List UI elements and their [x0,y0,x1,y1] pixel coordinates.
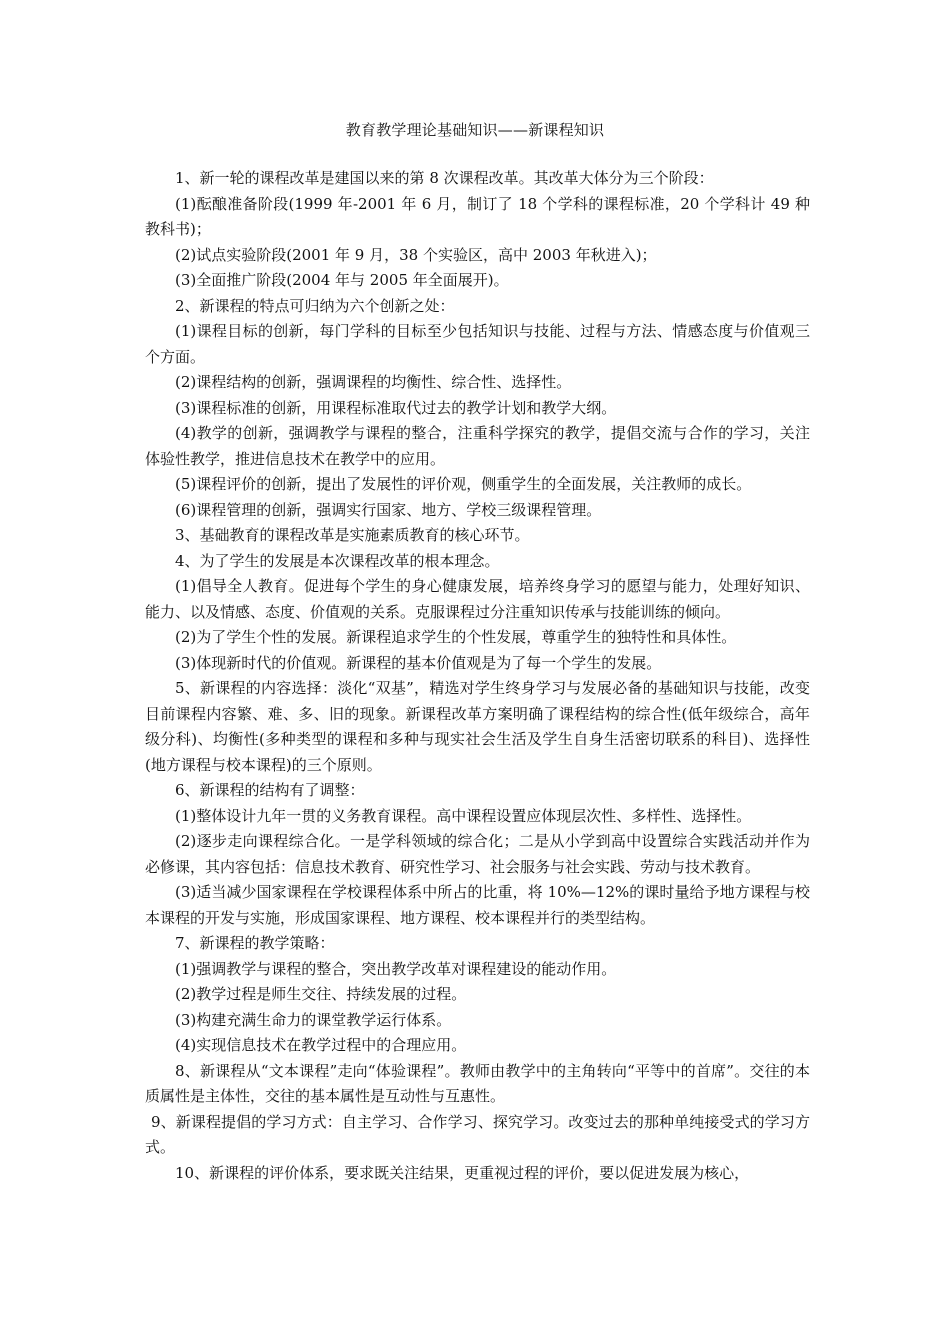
paragraph: 1、新一轮的课程改革是建国以来的第 8 次课程改革。其改革大体分为三个阶段： [175,169,714,187]
paragraph: (6)课程管理的创新，强调实行国家、地方、学校三级课程管理。 [175,500,602,519]
paragraph: 9、新课程提倡的学习方式：自主学习、合作学习、探究学习。改变过去的那种单纯接受式的学习方式。 [145,1112,810,1156]
paragraph: (2)逐步走向课程综合化。一是学科领域的综合化；二是从小学到高中设置综合实践活动并作为必修课，其内容包括：信息技术教育、研究性学习、社会服务与社会实践、劳动与技术教育。 [145,832,810,876]
paragraph: 2、新课程的特点可归纳为六个创新之处： [175,296,455,315]
paragraph: 6、新课程的结构有了调整： [175,781,365,799]
paragraph: (3)适当减少国家课程在学校课程体系中所占的比重，将 10%—12%的课时量给予地方课程与校本课程的开发与实施，形成国家课程、地方课程、校本课程并行的类型结构。 [145,883,810,927]
paragraph: (4)实现信息技术在教学过程中的合理应用。 [175,1036,467,1054]
document-body [145,166,810,1186]
paragraph: (2)试点实验阶段(2001 年 9 月，38 个实验区，高中 2003 年秋进入)； [175,245,657,264]
paragraph: 4、为了学生的发展是本次课程改革的根本理念。 [175,551,500,570]
paragraph: 8、新课程从“文本课程”走向“体验课程”。教师由教学中的主角转向“平等中的首席”。交往的本质属性是主体性，交往的基本属性是互动性与互惠性。 [145,1061,810,1105]
paragraph: 7、新课程的教学策略： [175,934,335,952]
paragraph: (3)体现新时代的价值观。新课程的基本价值观是为了每一个学生的发展。 [175,653,662,672]
paragraph: 10、新课程的评价体系，要求既关注结果，更重视过程的评价，要以促进发展为核心， [175,1163,750,1182]
paragraph: (5)课程评价的创新，提出了发展性的评价观，侧重学生的全面发展，关注教师的成长。 [175,475,752,493]
paragraph: (2)为了学生个性的发展。新课程追求学生的个性发展，尊重学生的独特性和具体性。 [175,628,737,646]
paragraph: (1)整体设计九年一贯的义务教育课程。高中课程设置应体现层次性、多样性、选择性。 [175,806,752,825]
paragraph: (1)课程目标的创新，每门学科的目标至少包括知识与技能、过程与方法、情感态度与价值观三个方面。 [145,322,810,366]
paragraph: (4)教学的创新，强调教学与课程的整合，注重科学探究的教学，提倡交流与合作的学习，关注体验性教学，推进信息技术在教学中的应用。 [145,424,810,468]
paragraph: (1)酝酿准备阶段(1999 年-2001 年 6 月，制订了 18 个学科的课程标准，20 个学科计 49 种教科书)； [145,194,810,238]
paragraph: (2)课程结构的创新，强调课程的均衡性、综合性、选择性。 [175,373,572,391]
paragraph: 5、新课程的内容选择：淡化“双基”，精选对学生终身学习与发展必备的基础知识与技能，改变目前课程内容繁、难、多、旧的现象。新课程改革方案明确了课程结构的综合性(低年级综合，高年级分科)、均衡性(多种类型的课程和多种与现实社会生活及学生自身生活密切联系的科目)、选择性(地方课程与校本课程)的三个原则。 [145,679,810,774]
paragraph: (1)强调教学与课程的整合，突出教学改革对课程建设的能动作用。 [175,959,617,978]
paragraph: (3)全面推广阶段(2004 年与 2005 年全面展开)。 [175,271,509,289]
paragraph: (3)课程标准的创新，用课程标准取代过去的教学计划和教学大纲。 [175,398,617,417]
paragraph: 3、基础教育的课程改革是实施素质教育的核心环节。 [175,526,530,544]
document-title: 教育教学理论基础知识——新课程知识 [345,121,605,139]
paragraph: (3)构建充满生命力的课堂教学运行体系。 [175,1010,452,1029]
paragraph: (2)教学过程是师生交往、持续发展的过程。 [175,985,467,1003]
paragraph: (1)倡导全人教育。促进每个学生的身心健康发展，培养终身学习的愿望与能力，处理好知识、能力、以及情感、态度、价值观的关系。克服课程过分注重知识传承与技能训练的倾向。 [145,577,810,621]
